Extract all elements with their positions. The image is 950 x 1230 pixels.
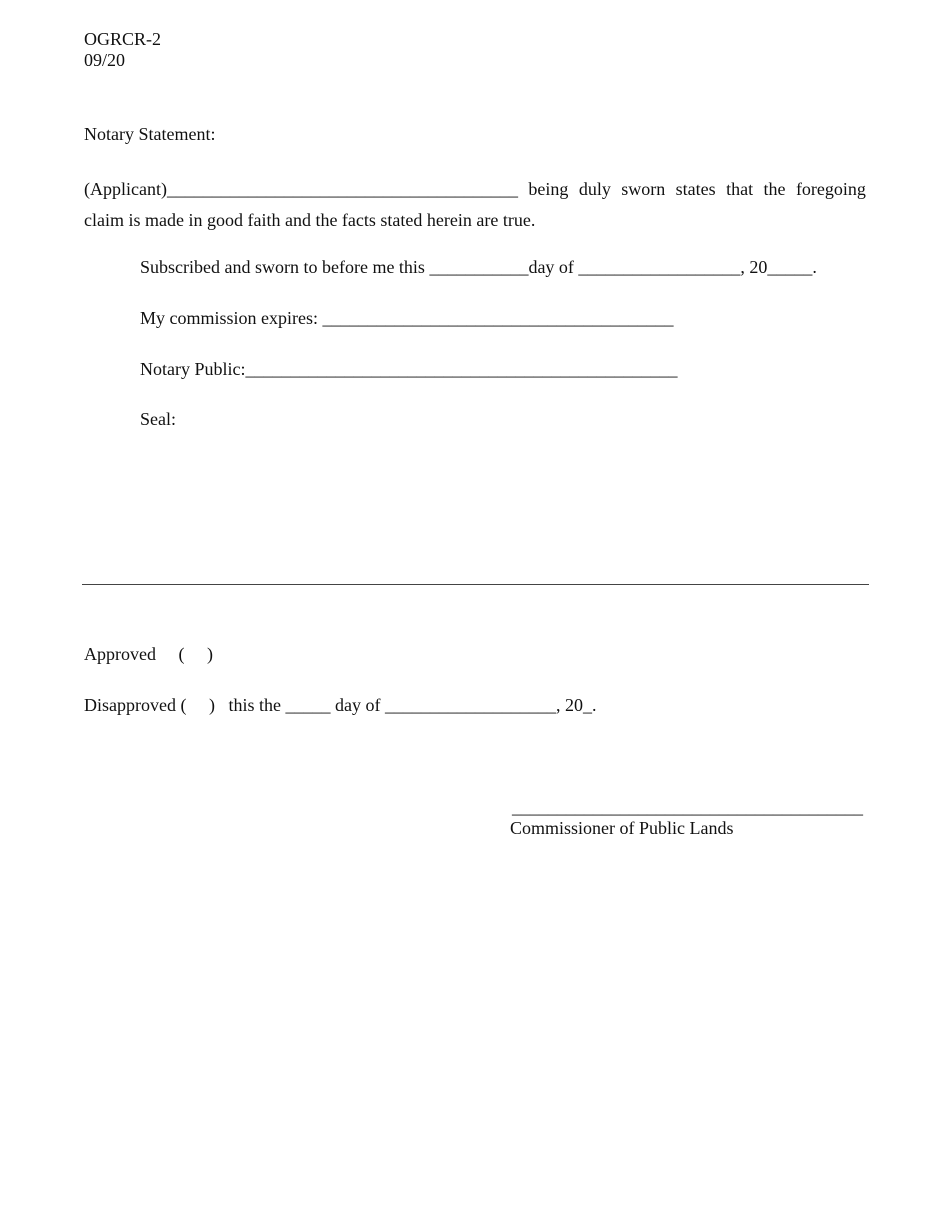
statement-word: the: [763, 179, 786, 199]
sworn-date-field[interactable]: Subscribed and sworn to before me this ___________day of __________________, 20_____.: [140, 257, 817, 277]
commissioner-signature-line[interactable]: _______________________________________: [512, 797, 863, 817]
statement-word: foregoing: [795, 179, 866, 199]
applicant-blank[interactable]: _______________________________________: [166, 179, 518, 199]
seal-label: Seal:: [140, 409, 176, 429]
applicant-statement-line-2: claim is made in good faith and the facts stated herein are true.: [84, 210, 536, 230]
form-code: OGRCR-2: [84, 29, 162, 49]
form-revision-date: 09/20: [84, 50, 126, 70]
applicant-statement-line-1: [84, 174, 866, 205]
notary-statement-heading: Notary Statement:: [84, 124, 216, 144]
statement-word: sworn: [621, 179, 666, 199]
disapproved-date-field[interactable]: Disapproved ( ) this the _____ day of ___________________, 20_.: [84, 695, 597, 715]
commission-expires-field[interactable]: My commission expires: _______________________________________: [140, 308, 674, 328]
approved-checkbox[interactable]: Approved ( ): [84, 644, 213, 664]
section-divider: [82, 584, 869, 585]
notary-public-field[interactable]: Notary Public:________________________________________________: [140, 359, 678, 379]
applicant-statement-paragraph: [84, 174, 866, 236]
statement-word: being: [528, 179, 569, 199]
applicant-field[interactable]: [84, 174, 518, 205]
statement-word: states: [675, 179, 716, 199]
statement-word: that: [726, 179, 754, 199]
applicant-label: (Applicant): [84, 179, 167, 199]
commissioner-title: Commissioner of Public Lands: [510, 818, 734, 838]
statement-word: duly: [578, 179, 611, 199]
